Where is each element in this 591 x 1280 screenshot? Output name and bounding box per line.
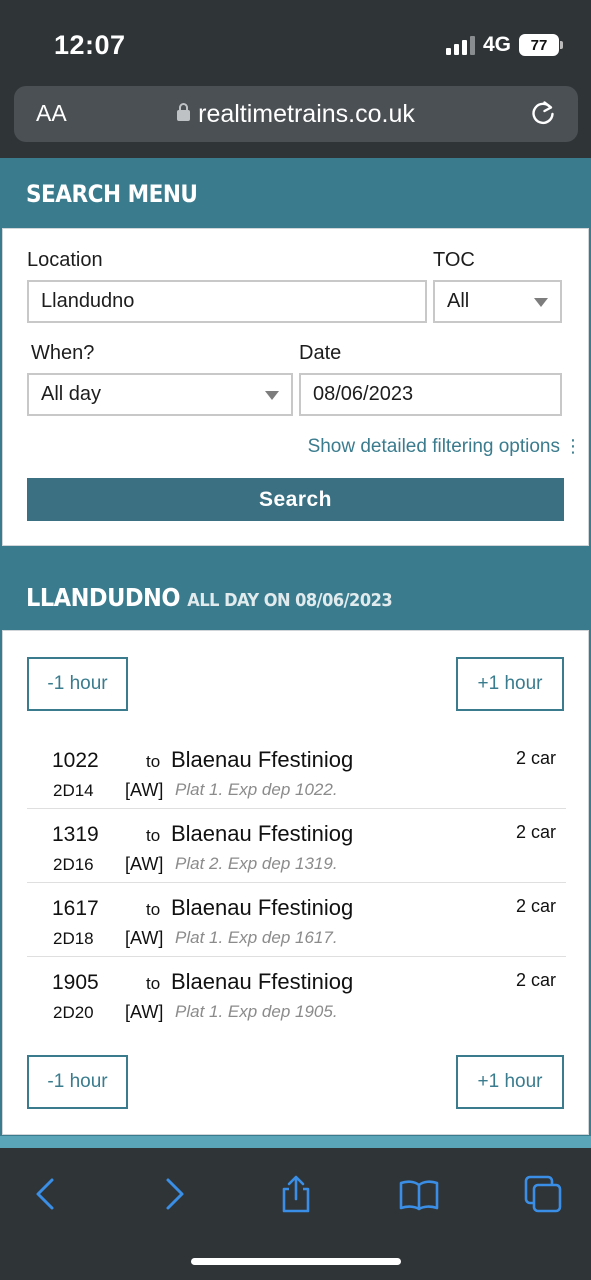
destination: Blaenau Ffestiniog bbox=[171, 747, 354, 772]
date-input[interactable]: 08/06/2023 bbox=[299, 373, 562, 416]
car-count: 2 car bbox=[515, 970, 556, 990]
minus-hour-button-bottom[interactable]: -1 hour bbox=[27, 1055, 128, 1109]
search-button[interactable]: Search bbox=[27, 478, 564, 521]
when-label: When? bbox=[31, 342, 95, 364]
location-label: Location bbox=[27, 249, 103, 271]
toc-select[interactable] bbox=[433, 280, 562, 323]
reload-icon[interactable] bbox=[528, 98, 558, 128]
signal-icon bbox=[446, 35, 475, 55]
operator-code: [AW] bbox=[125, 1002, 164, 1022]
lock-icon bbox=[177, 110, 190, 121]
destination: Blaenau Ffestiniog bbox=[171, 895, 354, 920]
destination: Blaenau Ffestiniog bbox=[171, 821, 354, 846]
car-count: 2 car bbox=[515, 822, 556, 842]
bookmarks-icon[interactable] bbox=[399, 1174, 439, 1214]
car-count: 2 car bbox=[515, 896, 556, 916]
platform-info: Plat 1. Exp dep 1022. bbox=[175, 780, 338, 799]
operator-code: [AW] bbox=[125, 780, 164, 800]
url-field[interactable] bbox=[14, 100, 578, 129]
status-time: 12:07 bbox=[54, 30, 126, 60]
share-icon[interactable] bbox=[276, 1174, 316, 1214]
to-text: to bbox=[146, 900, 161, 919]
battery-level: 77 bbox=[519, 34, 559, 56]
departure-time: 1319 bbox=[52, 823, 99, 846]
to-text: to bbox=[146, 752, 161, 771]
headcode: 2D14 bbox=[53, 781, 94, 800]
text-size-button[interactable]: AA bbox=[36, 100, 67, 126]
platform-info: Plat 1. Exp dep 1617. bbox=[175, 928, 338, 947]
operator-code: [AW] bbox=[125, 854, 164, 874]
toc-select-value: All bbox=[447, 290, 470, 312]
detailed-filter-text: Show detailed filtering options bbox=[307, 436, 560, 457]
next-section-band bbox=[0, 1136, 591, 1148]
date-label: Date bbox=[299, 342, 342, 364]
service-row[interactable] bbox=[27, 809, 566, 883]
chevron-down-icon bbox=[534, 298, 548, 307]
detailed-filter-link[interactable] bbox=[308, 436, 582, 458]
results-station: LLANDUDNO bbox=[26, 583, 180, 612]
service-row[interactable] bbox=[27, 883, 566, 957]
forward-icon[interactable] bbox=[154, 1174, 194, 1214]
toc-label: TOC bbox=[433, 249, 475, 271]
chevron-down-icon bbox=[265, 391, 279, 400]
to-text: to bbox=[146, 826, 161, 845]
results-subheading: ALL DAY ON 08/06/2023 bbox=[187, 590, 393, 611]
more-vertical-icon: ⋮ bbox=[564, 436, 582, 456]
headcode: 2D18 bbox=[53, 929, 94, 948]
plus-hour-button-bottom[interactable]: +1 hour bbox=[456, 1055, 564, 1109]
status-bar bbox=[0, 0, 591, 86]
to-text: to bbox=[146, 974, 161, 993]
headcode: 2D20 bbox=[53, 1003, 94, 1022]
platform-info: Plat 1. Exp dep 1905. bbox=[175, 1002, 338, 1021]
plus-hour-button-top[interactable]: +1 hour bbox=[456, 657, 564, 711]
destination: Blaenau Ffestiniog bbox=[171, 969, 354, 994]
when-select-value: All day bbox=[41, 383, 102, 405]
search-form bbox=[2, 228, 589, 546]
minus-hour-button-top[interactable]: -1 hour bbox=[27, 657, 128, 711]
service-row[interactable] bbox=[27, 957, 566, 1031]
tabs-icon[interactable] bbox=[523, 1174, 563, 1214]
search-menu-heading: SEARCH MENU bbox=[26, 180, 198, 208]
when-select[interactable] bbox=[27, 373, 293, 416]
address-bar[interactable] bbox=[14, 86, 578, 142]
service-row[interactable] bbox=[27, 735, 566, 809]
results-list bbox=[2, 630, 589, 1135]
web-page bbox=[0, 158, 591, 1148]
url-text: realtimetrains.co.uk bbox=[198, 100, 415, 128]
battery-icon bbox=[519, 34, 563, 56]
results-heading bbox=[0, 546, 591, 630]
home-indicator[interactable] bbox=[191, 1258, 401, 1265]
headcode: 2D16 bbox=[53, 855, 94, 874]
departure-time: 1905 bbox=[52, 971, 99, 994]
operator-code: [AW] bbox=[125, 928, 164, 948]
back-icon[interactable] bbox=[26, 1174, 66, 1214]
car-count: 2 car bbox=[515, 748, 556, 768]
departure-time: 1022 bbox=[52, 749, 99, 772]
network-type: 4G bbox=[482, 33, 511, 56]
departure-time: 1617 bbox=[52, 897, 99, 920]
location-input[interactable]: Llandudno bbox=[27, 280, 427, 323]
status-indicators bbox=[446, 33, 563, 57]
platform-info: Plat 2. Exp dep 1319. bbox=[175, 854, 338, 873]
